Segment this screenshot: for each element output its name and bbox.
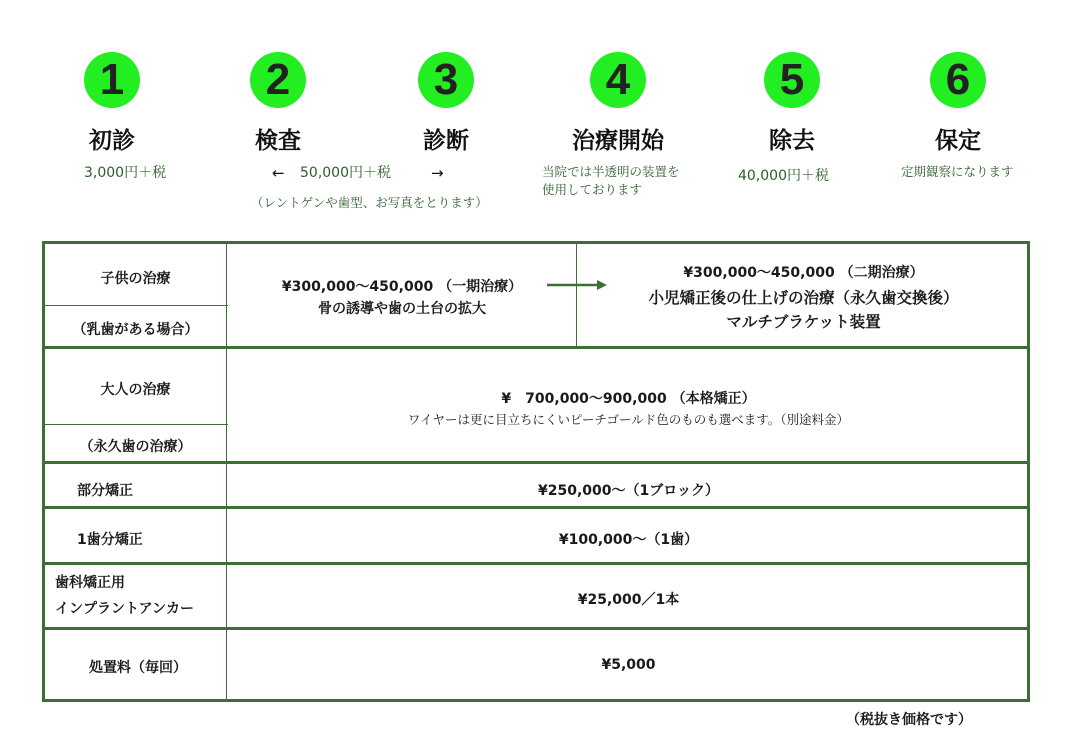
row-divider-5 (45, 627, 1027, 630)
phase2-detail: 小児矯正後の仕上げの治療（永久歯交換後） (648, 289, 959, 307)
step-6-note: 定期観察になります (901, 164, 1014, 179)
row-divider-4 (45, 562, 1027, 565)
step-title-3: 診断 (423, 128, 469, 154)
partial-price: ¥250,000〜（1ブロック） (538, 483, 719, 499)
row-divider-2 (45, 461, 1027, 464)
step-1-fee: 3,000円＋税 (84, 165, 167, 181)
step-5-fee: 40,000円＋税 (738, 168, 829, 184)
treatment-price: ¥5,000 (601, 657, 656, 673)
adult-label-divider (45, 424, 228, 425)
step-title-5: 除去 (769, 128, 815, 154)
price-table (42, 241, 1030, 702)
single-label: 1歯分矯正 (77, 532, 143, 548)
exam-fee: 50,000円＋税 (300, 165, 391, 181)
step-6 (878, 52, 1038, 155)
step-number-1: 1 (84, 52, 140, 108)
tax-note: （税抜き価格です） (846, 712, 972, 728)
single-price: ¥100,000〜（1歯） (558, 532, 699, 548)
child-label: 子供の治療 (100, 271, 171, 287)
phase2-device: マルチブラケット装置 (726, 313, 881, 331)
row-divider-1 (45, 346, 1027, 349)
step-5 (712, 52, 872, 155)
step-number-2: 2 (250, 52, 306, 108)
adult-price: ¥ 700,000〜900,000 （本格矯正） (501, 391, 756, 407)
adult-detail: ワイヤーは更に目立ちにくいピーチゴールド色のものも選べます。（別途料金） (407, 412, 850, 427)
step-title-6: 保定 (935, 128, 981, 154)
step-title-4: 治療開始 (572, 128, 664, 154)
phase1-detail: 骨の誘導や歯の土台の拡大 (318, 301, 486, 317)
step-1 (32, 52, 192, 155)
child-sublabel: （乳歯がある場合） (72, 322, 199, 338)
step-4-note-line1: 当院では半透明の装置を (542, 164, 680, 179)
implant-label-line2: インプラントアンカー (55, 601, 195, 617)
step-4-note-line2: 使用しております (542, 182, 643, 197)
implant-label-line1: 歯科矯正用 (55, 575, 125, 591)
implant-price: ¥25,000／1本 (577, 592, 680, 608)
left-arrow-icon: ← (272, 164, 285, 182)
phase1-price: ¥300,000〜450,000 （一期治療） (281, 279, 523, 295)
adult-label: 大人の治療 (100, 382, 171, 398)
row-divider-3 (45, 506, 1027, 509)
step-title-2: 検査 (255, 128, 301, 154)
child-label-divider (45, 305, 228, 306)
exam-detail: （レントゲンや歯型、お写真をとります） (251, 195, 488, 210)
phase2-price: ¥300,000〜450,000 （二期治療） (683, 265, 924, 281)
step-title-1: 初診 (89, 128, 135, 154)
treatment-label: 処置料（毎回） (89, 660, 187, 676)
adult-sublabel: （永久歯の治療） (79, 439, 192, 455)
step-number-6: 6 (930, 52, 986, 108)
step-number-5: 5 (764, 52, 820, 108)
right-arrow-icon: → (431, 164, 444, 182)
step-3 (366, 52, 526, 155)
step-2 (198, 52, 358, 155)
step-number-4: 4 (590, 52, 646, 108)
partial-label: 部分矯正 (77, 483, 133, 499)
step-number-3: 3 (418, 52, 474, 108)
step-4 (538, 52, 698, 155)
